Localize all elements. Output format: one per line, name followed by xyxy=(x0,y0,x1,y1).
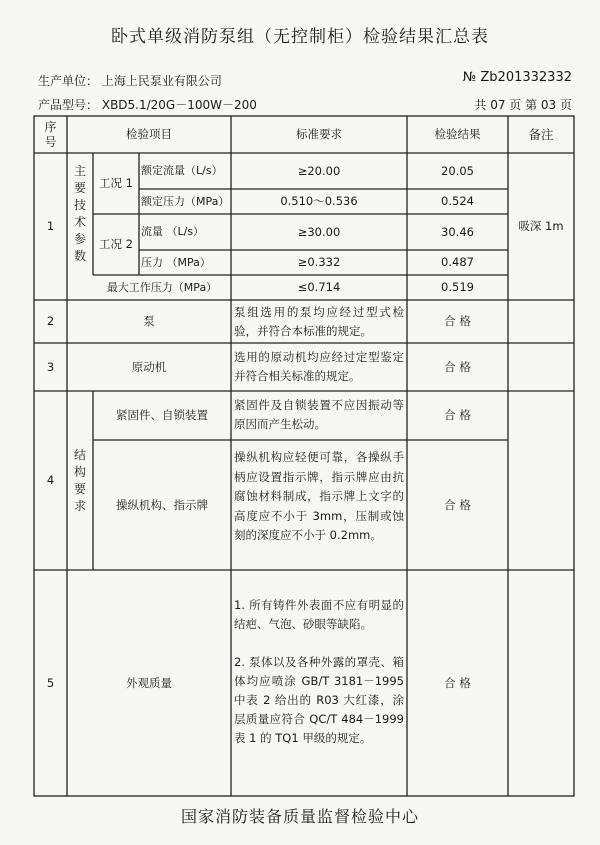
model-line xyxy=(38,96,257,113)
header-seq-char-2: 号 xyxy=(44,134,57,149)
row4-sub2-standard: 操纵机构应轻便可靠，各操纵手柄应设置指示牌，指示牌应由抗腐蚀材料制成，指示牌上文字的高度应不小于 3mm，压制或蚀刻的深度应不小于 0.2mm。 xyxy=(234,450,404,542)
max-pressure-name: 最大工作压力（MPa） xyxy=(106,280,218,294)
group-char: 技 xyxy=(73,198,86,212)
header-seq xyxy=(34,116,67,153)
row3-result: 合 格 xyxy=(444,359,471,374)
param-standard: ≥30.00 xyxy=(297,224,341,239)
row2-result: 合 格 xyxy=(444,314,471,329)
param-result: 0.524 xyxy=(441,194,474,209)
row1-seq: 1 xyxy=(46,219,55,234)
group-char: 要 xyxy=(73,481,86,496)
row4-sub1-standard: 紧固件及自锁装置不应因振动等原因而产生松动。 xyxy=(234,398,404,431)
row2-seq: 2 xyxy=(46,314,55,329)
param-result: 20.05 xyxy=(441,163,474,178)
row5-item: 外观质量 xyxy=(126,675,172,690)
param-standard: ≥0.332 xyxy=(297,255,341,270)
param-name: 流量 （L/s） xyxy=(141,225,205,239)
row4-group-label xyxy=(67,391,93,570)
row4-sub2-item: 操纵机构、指示牌 xyxy=(116,497,208,512)
group-char: 结 xyxy=(73,447,86,462)
row3-item: 原动机 xyxy=(131,359,167,374)
row1-note: 吸深 1m xyxy=(518,219,564,234)
condition-2-label: 工况 2 xyxy=(99,237,133,252)
row5-result: 合 格 xyxy=(444,675,471,690)
row3-standard: 选用的原动机均应经过定型鉴定并符合相关标准的规定。 xyxy=(234,350,404,383)
model-label: 产品型号： xyxy=(38,98,99,112)
producer-line xyxy=(38,72,222,89)
row4-seq: 4 xyxy=(46,473,55,488)
row5-seq: 5 xyxy=(46,675,55,690)
max-pressure-standard: ≤0.714 xyxy=(297,280,341,295)
group-char: 构 xyxy=(73,464,86,479)
param-standard: ≥20.00 xyxy=(297,163,341,178)
issuer-footer: 国家消防装备质量监督检验中心 xyxy=(180,807,419,826)
header-seq-char-1: 序 xyxy=(44,119,57,134)
param-result: 0.487 xyxy=(441,255,474,270)
row4-sub1-item: 紧固件、自锁装置 xyxy=(116,408,208,423)
row2-item: 泵 xyxy=(143,314,155,329)
header-note: 备注 xyxy=(528,126,554,142)
header-standard: 标准要求 xyxy=(296,127,342,142)
condition-1-label: 工况 1 xyxy=(99,176,133,191)
document-title: 卧式单级消防泵组（无控制柜）检验结果汇总表 xyxy=(111,27,489,47)
row5-standard-2: 2. 泵体以及各种外露的罩壳、箱体均应喷涂 GB/T 3181－1995 中表 2 给出的 R03 大红漆，涂层质量应符合 QC/T 484－1999 表 1 的 TQ1 甲级的规定。 xyxy=(234,655,404,745)
row4-sub1-result: 合 格 xyxy=(444,408,471,423)
row1-group-label xyxy=(67,153,93,275)
header-item: 检验项目 xyxy=(126,127,172,142)
row2-standard: 泵组选用的泵均应经过型式检验，并符合本标准的规定。 xyxy=(234,305,404,338)
row5-standard-1: 1. 所有铸件外表面不应有明显的结疤、气泡、砂眼等缺陷。 xyxy=(234,598,404,631)
group-char: 要 xyxy=(73,181,86,195)
param-name: 额定压力（MPa） xyxy=(141,194,230,208)
report-number: № Zb201332332 xyxy=(462,70,572,85)
param-result: 30.46 xyxy=(441,224,474,239)
row3-seq: 3 xyxy=(46,359,55,374)
group-char: 主 xyxy=(73,164,86,178)
model-value: XBD5.1/20G－100W－200 xyxy=(101,98,257,112)
max-pressure-result: 0.519 xyxy=(441,280,474,295)
param-standard: 0.510～0.536 xyxy=(280,194,358,209)
producer-label: 生产单位： xyxy=(38,74,99,88)
group-char: 求 xyxy=(73,498,86,513)
param-name: 额定流量（L/s） xyxy=(141,164,223,178)
group-char: 参 xyxy=(73,232,86,246)
page-count: 共 07 页 第 03 页 xyxy=(474,98,572,112)
param-name: 压力 （MPa） xyxy=(141,255,211,269)
row4-sub2-result: 合 格 xyxy=(444,497,471,512)
producer-value: 上海上民泵业有限公司 xyxy=(101,74,222,88)
group-char: 数 xyxy=(73,249,86,263)
header-result: 检验结果 xyxy=(434,127,481,142)
group-char: 术 xyxy=(73,215,86,229)
